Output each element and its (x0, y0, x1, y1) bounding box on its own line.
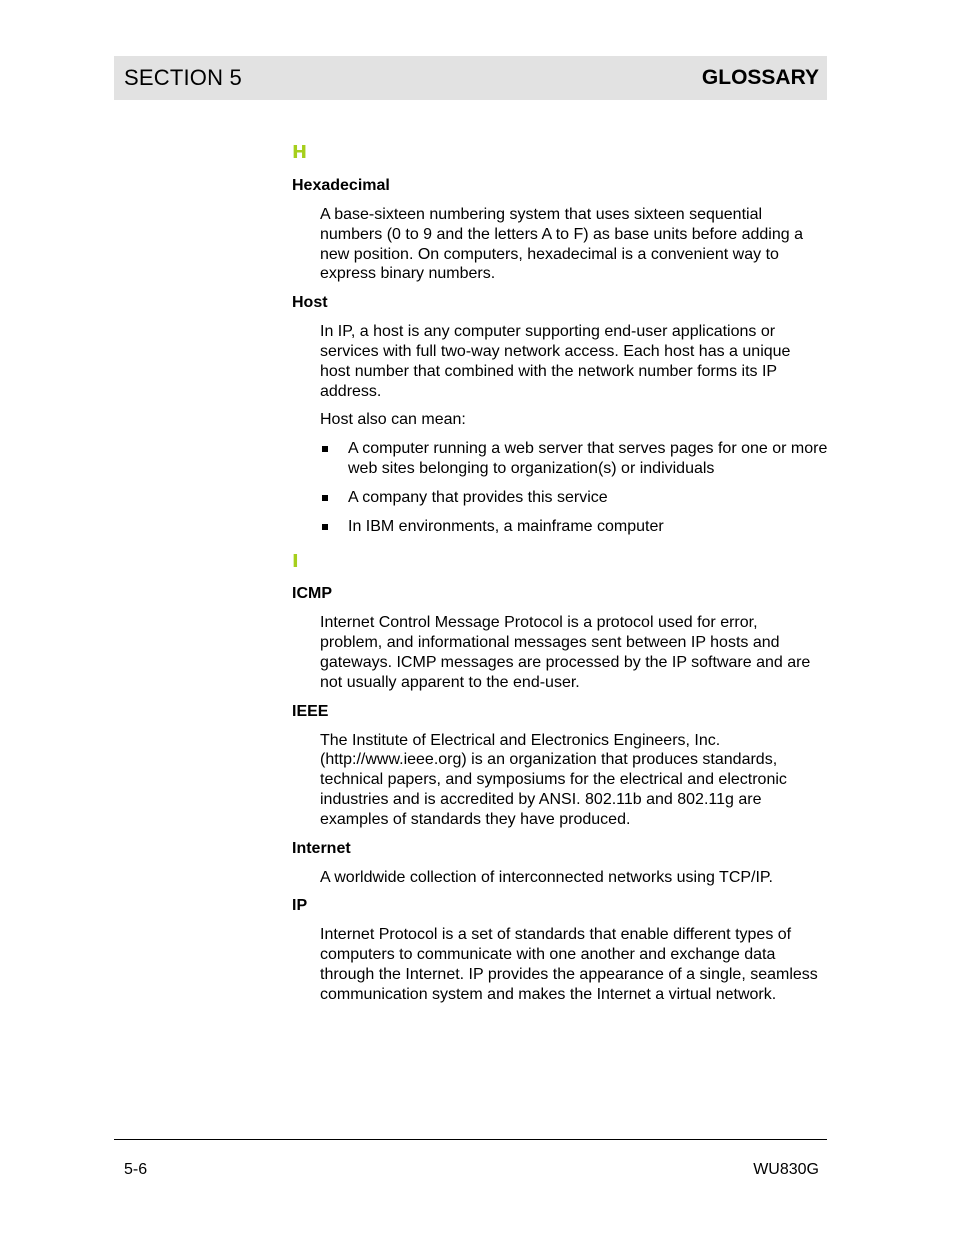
definition-host: In IP, a host is any computer supporting end-user applications or services with full two-way network access. Each host has a unique host number that combined with the network number forms its IP address. (320, 323, 791, 400)
definition-hexadecimal: A base-sixteen numbering system that uses sixteen sequential numbers (0 to 9 and the letters A to F) as base units before adding a new position. On computers, hexadecimal is a convenient way to express binary numbers. (320, 206, 803, 283)
bullet-icon (322, 446, 328, 452)
letter-heading-i: I (292, 551, 299, 573)
term-host: Host (292, 294, 328, 312)
footer-divider (114, 1139, 827, 1140)
definition-internet: A worldwide collection of interconnected networks using TCP/IP. (320, 868, 773, 886)
list-item-text: A computer running a web server that serves pages for one or more web sites belonging to organization(s) or individuals (348, 440, 828, 477)
bullet-icon (322, 495, 328, 501)
product-model: WU830G (753, 1161, 819, 1178)
bullet-icon (322, 524, 328, 530)
definition-ieee: The Institute of Electrical and Electronics Engineers, Inc. (http://www.ieee.org) is an organization that produces standards, technical papers, and symposiums for the electrical and electronic industries and is accredited by ANSI. 802.11b and 802.11g are examples of standards they have produced. (320, 731, 787, 828)
definition-icmp: Internet Control Message Protocol is a protocol used for error, problem, and informational messages sent between IP hosts and gateways. ICMP messages are processed by the IP software and are not usually apparent to the end-user. (320, 614, 811, 691)
list-item-text: In IBM environments, a mainframe computer (348, 517, 664, 535)
term-internet: Internet (292, 839, 351, 857)
glossary-content (292, 142, 828, 1014)
list-item (320, 439, 828, 479)
host-meanings-list (320, 439, 828, 536)
list-item-text: A company that provides this service (348, 488, 608, 506)
term-icmp: ICMP (292, 585, 332, 603)
section-label: SECTION 5 (124, 65, 242, 90)
term-ip: IP (292, 897, 308, 915)
list-item (320, 488, 828, 508)
definition-host-also: Host also can mean: (320, 411, 466, 429)
page-number: 5-6 (124, 1161, 148, 1178)
definition-ip: Internet Protocol is a set of standards that enable different types of computers to communicate with one another and exchange data through the Internet. IP provides the appearance of a single, seamless communication system and makes the Internet a virtual network. (320, 926, 818, 1003)
section-header-bar (114, 56, 827, 100)
term-ieee: IEEE (292, 702, 329, 720)
header-title: GLOSSARY (701, 66, 819, 89)
list-item (320, 517, 828, 537)
term-hexadecimal: Hexadecimal (292, 177, 390, 194)
letter-heading-h: H (292, 142, 308, 163)
